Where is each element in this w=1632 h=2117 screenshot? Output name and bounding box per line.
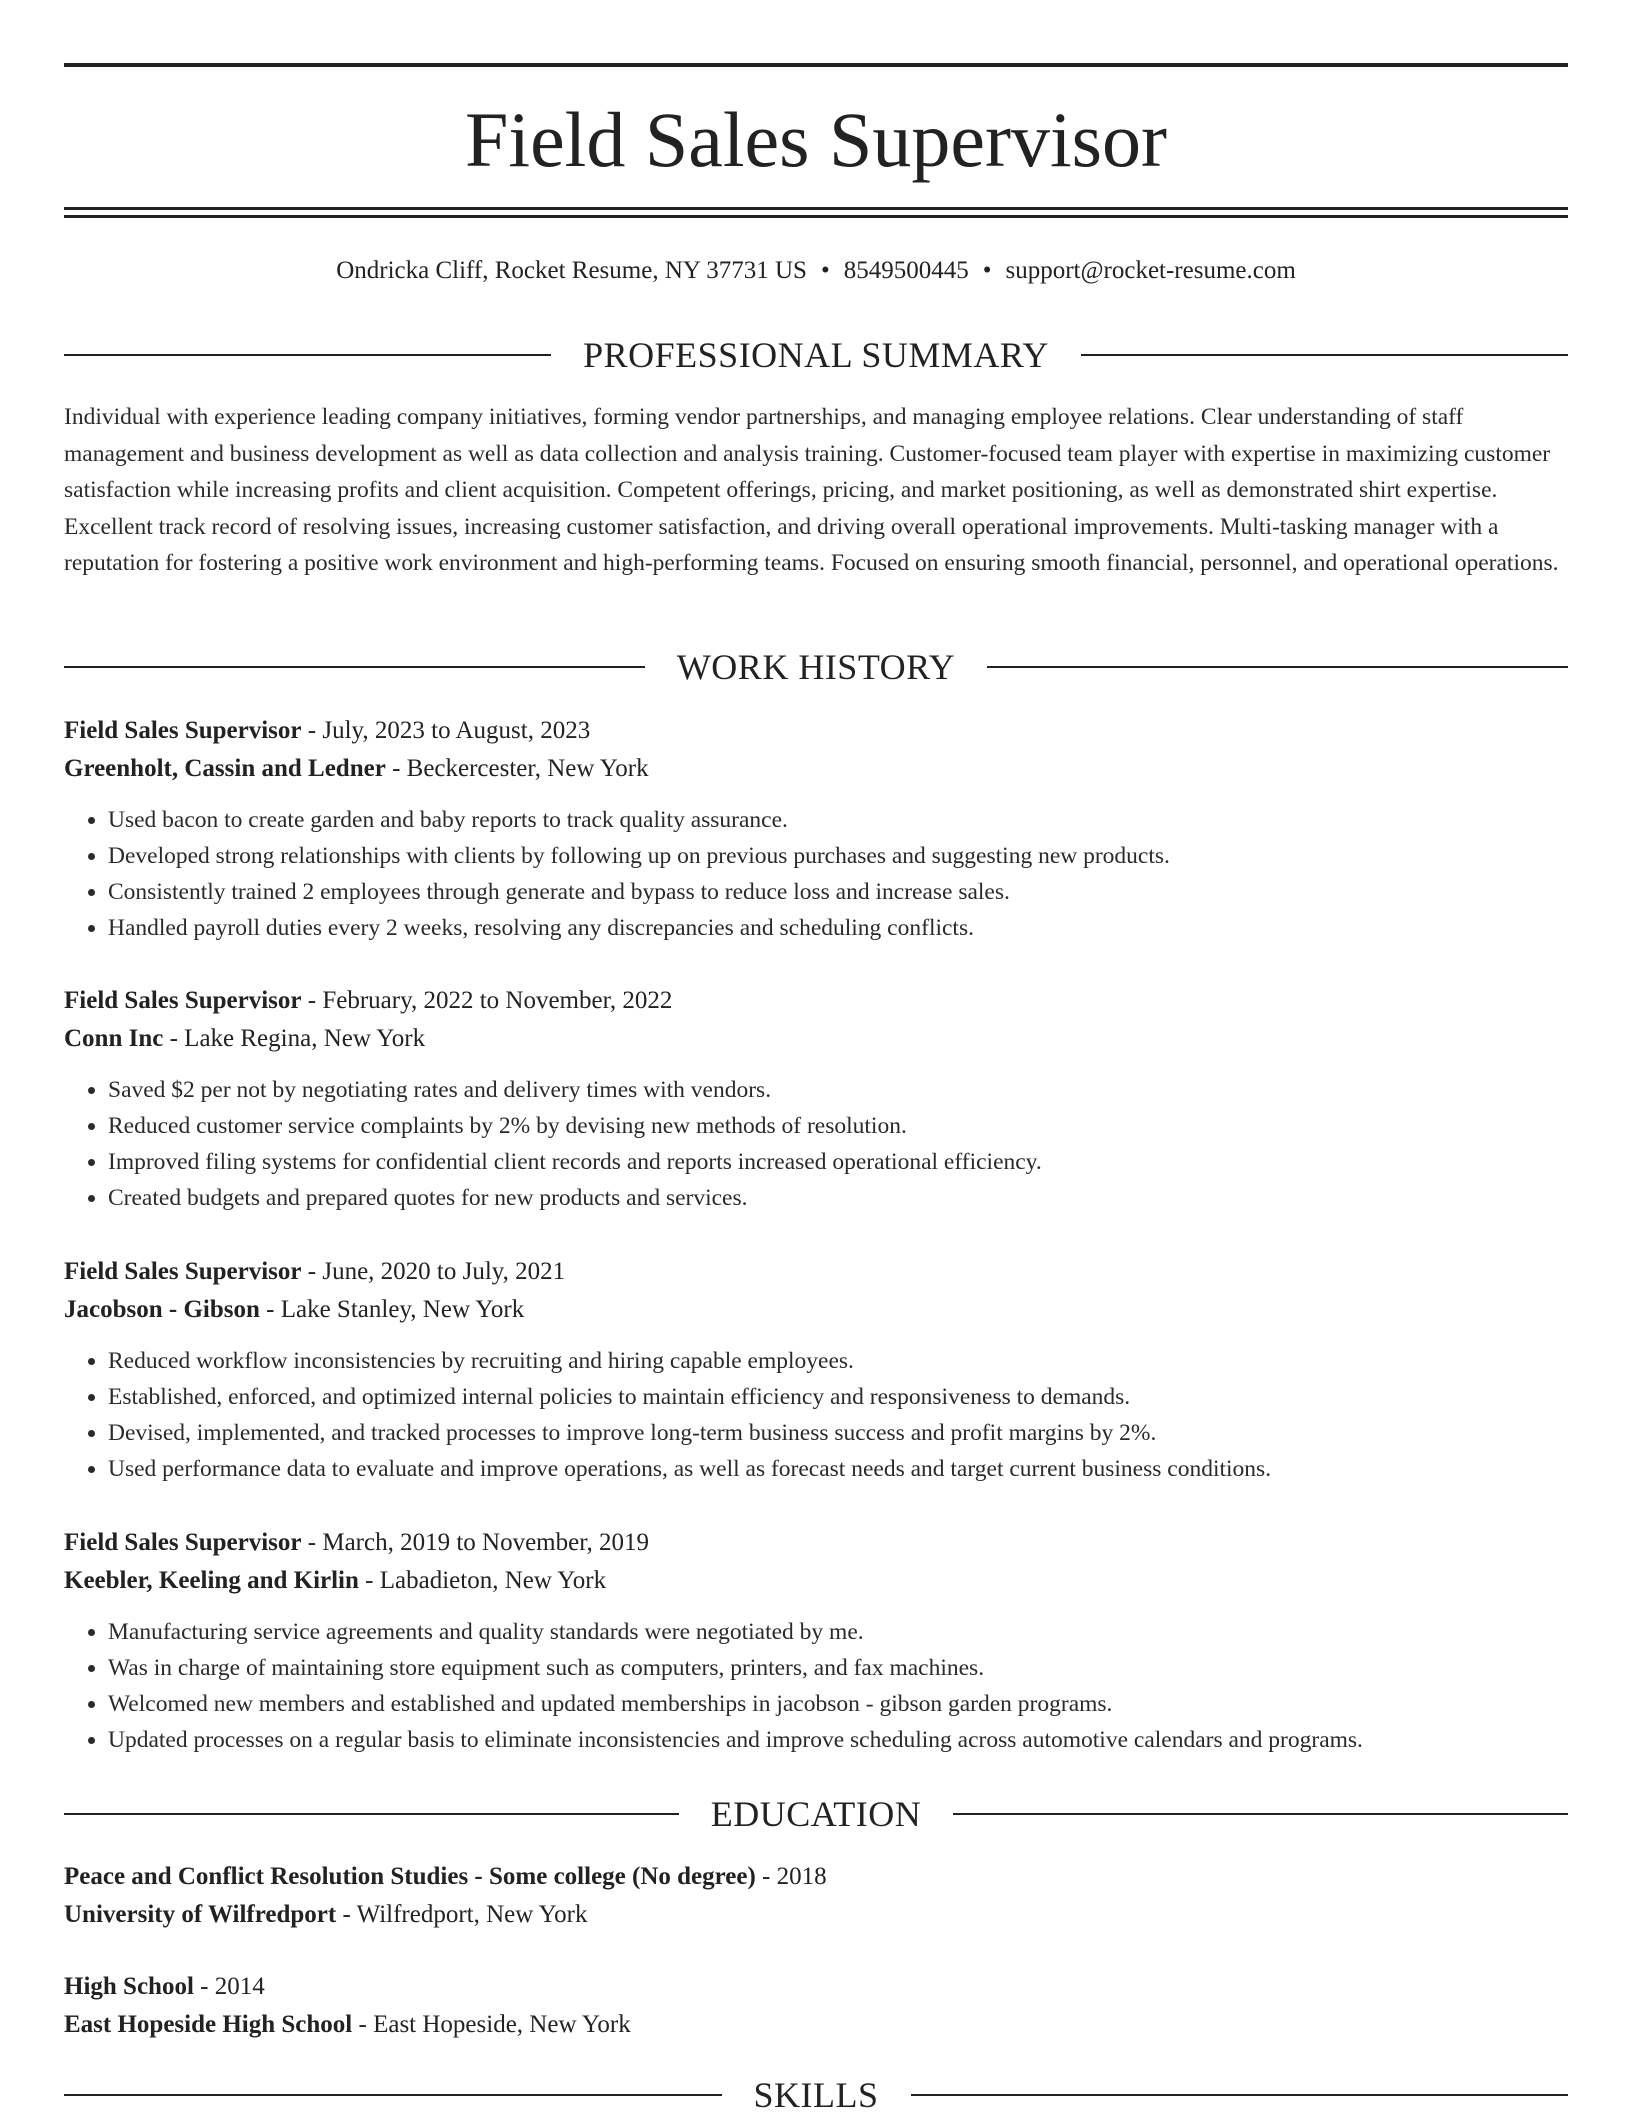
heading-rule-left — [64, 666, 645, 668]
education-school-line — [64, 2006, 1568, 2044]
job-title-line — [64, 982, 1568, 1020]
section-heading-education — [64, 1792, 1568, 1836]
job-location: - Beckercester, New York — [385, 755, 649, 782]
job-bullets — [64, 1614, 1568, 1758]
job-entry — [64, 1524, 1568, 1758]
job-bullet: • Was in charge of maintaining store equipment such as computers, printers, and fax machines. — [108, 1650, 1568, 1686]
job-bullet: • Devised, implemented, and tracked processes to improve long-term business success and profit margins by 2%. — [108, 1415, 1568, 1451]
job-bullet: • Developed strong relationships with clients by following up on previous purchases and suggesting new products. — [108, 838, 1568, 874]
section-heading-label: WORK HISTORY — [676, 647, 956, 687]
job-dates: - February, 2022 to November, 2022 — [301, 987, 673, 1014]
heading-rule-right — [1081, 354, 1568, 356]
job-bullet: • Created budgets and prepared quotes for new products and services. — [108, 1180, 1568, 1216]
job-bullet: • Handled payroll duties every 2 weeks, resolving any discrepancies and scheduling conflicts. — [108, 910, 1568, 946]
job-entry — [64, 982, 1568, 1216]
heading-rule-right — [987, 666, 1568, 668]
job-company: Jacobson - Gibson — [64, 1296, 260, 1323]
heading-rule-left — [64, 354, 551, 356]
job-bullet: • Reduced workflow inconsistencies by recruiting and hiring capable employees. — [108, 1343, 1568, 1379]
job-bullets — [64, 1072, 1568, 1216]
job-bullets — [64, 802, 1568, 946]
education-year: - 2018 — [755, 1863, 827, 1890]
job-company-line — [64, 1562, 1568, 1600]
title-rule-lower — [64, 215, 1568, 218]
job-title-line — [64, 712, 1568, 750]
title-rule-upper — [64, 207, 1568, 210]
education-entry — [64, 1968, 1568, 2044]
heading-rule-right — [953, 1813, 1568, 1815]
job-bullet: • Established, enforced, and optimized internal policies to maintain efficiency and responsiveness to demands. — [108, 1379, 1568, 1415]
job-company: Conn Inc — [64, 1025, 164, 1052]
job-dates: - June, 2020 to July, 2021 — [301, 1258, 566, 1285]
section-heading-summary — [64, 333, 1568, 377]
education-year: - 2014 — [193, 1973, 265, 2000]
contact-separator: • — [820, 257, 830, 284]
job-entry — [64, 1253, 1568, 1487]
job-bullet: • Used bacon to create garden and baby reports to track quality assurance. — [108, 802, 1568, 838]
heading-rule-right — [911, 2094, 1569, 2096]
job-bullet: • Welcomed new members and established and updated memberships in jacobson - gibson garden programs. — [108, 1686, 1568, 1722]
job-title-line — [64, 1524, 1568, 1562]
job-dates: - July, 2023 to August, 2023 — [301, 717, 591, 744]
summary-text: Individual with experience leading company initiatives, forming vendor partnerships, and managing employee relations. Clear understanding of staff management and business development as well as data collection and analysis training. Customer-focused team player with expertise in maximizing customer satisfaction while increasing profits and client acquisition. Competent offerings, pricing, and market positioning, as well as demonstrated shirt expertise. Excellent track record of resolving issues, increasing customer satisfaction, and driving overall operational improvements. Multi-tasking manager with a reputation for fostering a positive work environment and high-performing teams. Focused on ensuring smooth financial, personnel, and operational operations. — [64, 404, 1559, 576]
job-dates: - March, 2019 to November, 2019 — [301, 1529, 650, 1556]
heading-rule-left — [64, 1813, 679, 1815]
section-heading-skills — [64, 2073, 1568, 2117]
job-company: Keebler, Keeling and Kirlin — [64, 1567, 359, 1594]
heading-rule-left — [64, 2094, 722, 2096]
education-school-line — [64, 1896, 1568, 1934]
job-bullet: • Consistently trained 2 employees through generate and bypass to reduce loss and increase sales. — [108, 874, 1568, 910]
job-bullet: • Updated processes on a regular basis to eliminate inconsistencies and improve scheduling across automotive calendars and programs. — [108, 1722, 1568, 1758]
job-bullet: • Saved $2 per not by negotiating rates and delivery times with vendors. — [108, 1072, 1568, 1108]
education-degree: High School — [64, 1973, 194, 2000]
section-heading-label: EDUCATION — [710, 1794, 922, 1834]
section-heading-label: SKILLS — [753, 2075, 879, 2115]
contact-line — [64, 254, 1568, 288]
education-location: - East Hopeside, New York — [352, 2011, 631, 2038]
job-location: - Lake Stanley, New York — [259, 1296, 525, 1323]
education-location: - Wilfredport, New York — [336, 1901, 588, 1928]
job-company: Greenholt, Cassin and Ledner — [64, 755, 386, 782]
job-bullet: • Used performance data to evaluate and improve operations, as well as forecast needs and target current business conditions. — [108, 1451, 1568, 1487]
job-bullets — [64, 1343, 1568, 1487]
job-company-line — [64, 750, 1568, 788]
education-entry — [64, 1858, 1568, 1934]
section-heading-label: PROFESSIONAL SUMMARY — [583, 335, 1049, 375]
job-company-line — [64, 1291, 1568, 1329]
education-school: University of Wilfredport — [64, 1901, 337, 1928]
job-title: Field Sales Supervisor — [64, 1258, 302, 1285]
job-bullet: • Reduced customer service complaints by 2% by devising new methods of resolution. — [108, 1108, 1568, 1144]
job-location: - Labadieton, New York — [358, 1567, 607, 1594]
job-company-line — [64, 1020, 1568, 1058]
job-entry — [64, 712, 1568, 946]
contact-phone: 8549500445 — [843, 257, 969, 284]
education-school: East Hopeside High School — [64, 2011, 353, 2038]
job-bullet: • Manufacturing service agreements and quality standards were negotiated by me. — [108, 1614, 1568, 1650]
job-title: Field Sales Supervisor — [64, 987, 302, 1014]
contact-separator: • — [982, 257, 992, 284]
job-title: Field Sales Supervisor — [64, 717, 302, 744]
education-degree-line — [64, 1968, 1568, 2006]
job-title-line — [64, 1253, 1568, 1291]
contact-email: support@rocket-resume.com — [1005, 257, 1296, 284]
job-location: - Lake Regina, New York — [163, 1025, 426, 1052]
resume-title: Field Sales Supervisor — [465, 96, 1167, 183]
education-degree: Peace and Conflict Resolution Studies - Some college (No degree) — [64, 1863, 756, 1890]
top-rule — [64, 63, 1568, 67]
job-bullet: • Improved filing systems for confidential client records and reports increased operational efficiency. — [108, 1144, 1568, 1180]
education-degree-line — [64, 1858, 1568, 1896]
contact-address: Ondricka Cliff, Rocket Resume, NY 37731 US — [336, 257, 807, 284]
section-heading-work-history — [64, 645, 1568, 689]
job-title: Field Sales Supervisor — [64, 1529, 302, 1556]
